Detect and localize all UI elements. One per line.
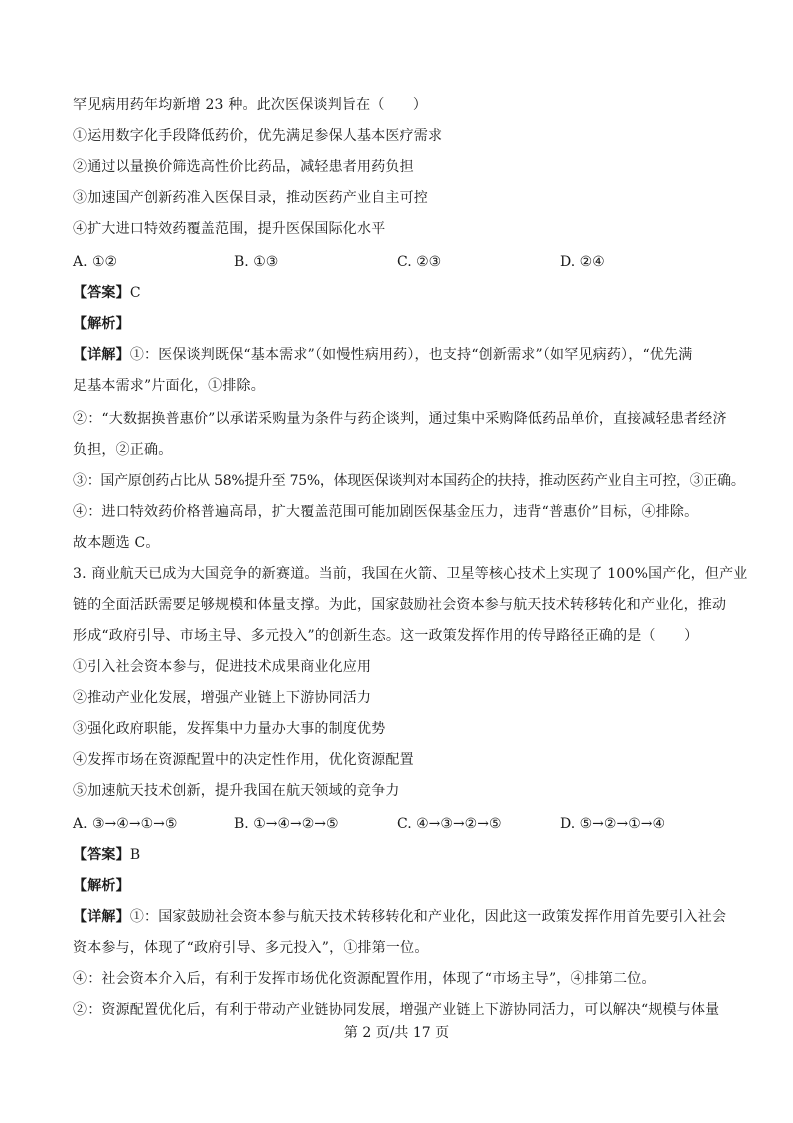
- q2-stem-tail: 罕见病用药年均新增 23 种。此次医保谈判旨在（ ）: [73, 97, 428, 113]
- q2-detail-line-4: 负担，②正确。: [73, 442, 173, 458]
- q2-detail-line-1: [73, 345, 692, 365]
- q3-option-d: D. ⑤→②→①→④: [560, 816, 666, 832]
- q2-option-c: C. ②③: [397, 254, 442, 270]
- q2-option-b: B. ①③: [234, 254, 279, 270]
- q2-detail-line-2: 足基本需求”片面化，①排除。: [73, 378, 265, 394]
- q3-answer-tag: 【答案】: [73, 847, 130, 863]
- q3-detail-line-4: ②：资源配置优化后，有利于带动产业链协同发展，增强产业链上下游协同活力，可以解决“规模与体量: [73, 1002, 720, 1018]
- q2-item-2: ②通过以量换价筛选高性价比药品，减轻患者用药负担: [73, 159, 414, 175]
- q3-stem-line-2: 链的全面活跃需要足够规模和体量支撑。为此，国家鼓励社会资本参与航天技术转移转化和产业化，推动: [73, 597, 727, 613]
- q2-item-3: ③加速国产创新药准入医保目录，推动医药产业自主可控: [73, 190, 428, 206]
- q2-option-a: A. ①②: [73, 254, 118, 270]
- q2-option-d: D. ②④: [560, 254, 605, 270]
- q3-stem-line-1: 3. 商业航天已成为大国竞争的新赛道。当前，我国在火箭、卫星等核心技术上实现了 100%国产化，但产业: [73, 566, 748, 582]
- q3-item-3: ③强化政府职能，发挥集中力量办大事的制度优势: [73, 721, 386, 737]
- q2-detail-text-1: ①：医保谈判既保“基本需求”（如慢性病用药），也支持“创新需求”（如罕见病药），“优先满: [129, 347, 693, 363]
- page-footer: 第 2 页/共 17 页: [343, 1025, 450, 1041]
- q3-detail-line-2: 资本参与，体现了“政府引导、多元投入”，①排第一位。: [73, 940, 429, 956]
- q3-detail-tag: 【详解】: [73, 909, 130, 925]
- q2-item-4: ④扩大进口特效药覆盖范围，提升医保国际化水平: [73, 221, 386, 237]
- q2-analysis-tag: 【解析】: [73, 316, 130, 332]
- q3-option-a: A. ③→④→①→⑤: [73, 816, 178, 832]
- q3-stem-line-3: 形成“政府引导、市场主导、多元投入”的创新生态。这一政策发挥作用的传导路径正确的是（ ）: [73, 628, 699, 644]
- q3-option-c: C. ④→③→②→⑤: [397, 816, 502, 832]
- q3-item-5: ⑤加速航天技术创新，提升我国在航天领域的竞争力: [73, 783, 400, 799]
- q3-detail-text-1: ①：国家鼓励社会资本参与航天技术转移转化和产业化，因此这一政策发挥作用首先要引入社会: [129, 909, 727, 925]
- q3-item-2: ②推动产业化发展，增强产业链上下游协同活力: [73, 690, 372, 706]
- q3-answer-value: B: [129, 847, 141, 863]
- q3-option-b: B. ①→④→②→⑤: [234, 816, 339, 832]
- q3-answer: [73, 845, 140, 865]
- q2-detail-tag: 【详解】: [73, 347, 130, 363]
- q2-answer-tag: 【答案】: [73, 285, 130, 301]
- q3-detail-line-1: [73, 907, 726, 927]
- q2-answer-value: C: [129, 285, 141, 301]
- q3-analysis-tag: 【解析】: [73, 878, 130, 894]
- q3-detail-line-3: ④：社会资本介入后，有利于发挥市场优化资源配置作用，体现了“市场主导”，④排第二位。: [73, 971, 656, 987]
- q3-item-4: ④发挥市场在资源配置中的决定性作用，优化资源配置: [73, 752, 414, 768]
- q3-item-1: ①引入社会资本参与，促进技术成果商业化应用: [73, 659, 372, 675]
- q2-detail-line-6: ④：进口特效药价格普遍高昂，扩大覆盖范围可能加剧医保基金压力，违背“普惠价”目标，④排除。: [73, 504, 699, 520]
- q2-detail-line-3: ②：“大数据换普惠价”以承诺采购量为条件与药企谈判，通过集中采购降低药品单价，直接减轻患者经济: [73, 411, 727, 427]
- q2-item-1: ①运用数字化手段降低药价，优先满足参保人基本医疗需求: [73, 128, 443, 144]
- q2-answer: [73, 283, 141, 303]
- q2-detail-line-5: ③：国产原创药占比从 58%提升至 75%，体现医保谈判对本国药企的扶持，推动医药产业自主可控，③正确。: [73, 473, 745, 489]
- q2-conclusion: 故本题选 C。: [73, 535, 160, 551]
